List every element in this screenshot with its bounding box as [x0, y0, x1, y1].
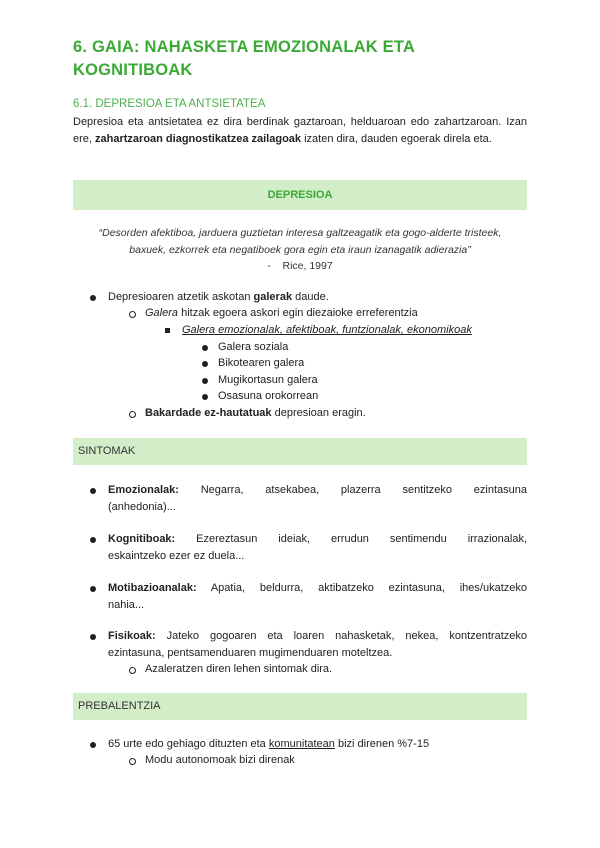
citation-dash: -	[267, 260, 271, 272]
line	[108, 482, 527, 499]
intro-bold: zahartzaroan diagnostikatzea zailagoak	[95, 132, 302, 145]
symptom-text-cont: (anhedonia)...	[108, 500, 176, 513]
circle-bullet-icon	[129, 411, 136, 418]
line	[108, 531, 527, 548]
list-item	[108, 580, 527, 613]
symptom-text: Negarra, atsekabea, plazerra sentitzeko ezintasuna	[178, 484, 527, 496]
list-item	[145, 305, 418, 322]
banner-sintomak: SINTOMAK	[73, 438, 527, 465]
bullet-icon	[202, 378, 208, 384]
list-item: Galera emozionalak, afektiboak, funtzionalak, ekonomikoak	[182, 324, 472, 336]
list-item: Bikotearen galera	[218, 357, 305, 369]
line	[108, 580, 527, 597]
list-item: Modu autonomoak bizi direnak	[145, 754, 295, 766]
item-text: 65 urte edo gehiago dituzten eta	[108, 738, 266, 750]
banner-depresioa: DEPRESIOA	[73, 180, 527, 210]
quote-line-2: baxuek, ezkorrek eta negatiboek gora egin eta iraun izanagatik adierazia”	[129, 243, 471, 256]
list-item: Osasuna orokorrean	[218, 390, 319, 402]
symptom-label: Kognitiboak:	[108, 533, 176, 545]
list-item	[108, 289, 329, 306]
bullet-icon	[202, 361, 208, 367]
bullet-icon	[90, 488, 96, 494]
bullet-icon	[90, 742, 96, 748]
symptom-text: Apatia, beldurra, aktibatzeko ezintasuna, ihes/ukatzeko	[196, 582, 527, 594]
symptom-text: Jateko gogoaren eta loaren nahasketak, nekea, kontzentratzeko	[155, 630, 527, 642]
symptom-text: Ezereztasun ideiak, errudun sentimendu irrazionalak,	[175, 533, 527, 545]
circle-bullet-icon	[129, 758, 136, 765]
symptom-label: Emozionalak:	[108, 484, 179, 496]
item-bold: galerak	[253, 291, 293, 303]
list-item	[108, 628, 527, 661]
item-italic: Galera	[145, 307, 179, 319]
item-text: depresioan eragin.	[271, 407, 366, 419]
item-text: Depresioaren atzetik askotan	[108, 291, 254, 303]
quote-line-1: “Desorden afektiboa, jarduera guztietan interesa galtzeagatik eta gogo-alderte tristeek,	[98, 227, 502, 239]
list-item	[108, 482, 527, 515]
bullet-icon	[90, 537, 96, 543]
item-underlined: komunitatean	[268, 738, 335, 750]
bullet-icon	[90, 634, 96, 640]
symptom-label: Fisikoak:	[108, 630, 156, 642]
symptom-text-cont: nahia...	[108, 598, 145, 611]
list-item	[108, 736, 429, 753]
symptom-text-cont: ezintasuna, pentsamenduaren mugimenduaren moteltzea.	[108, 646, 393, 659]
section-heading: 6.1. DEPRESIOA ETA ANTSIETATEA	[73, 98, 266, 110]
bullet-icon	[202, 345, 208, 351]
bullet-icon	[202, 394, 208, 400]
line	[108, 628, 527, 645]
quote-citation	[73, 258, 527, 275]
list-item: Mugikortasun galera	[218, 374, 318, 386]
banner-prebalentzia: PREBALENTZIA	[73, 693, 527, 720]
symptom-text-cont: eskaintzeko ezer ez duela...	[108, 549, 245, 562]
list-item: Azaleratzen diren lehen sintomak dira.	[145, 663, 333, 675]
intro-paragraph	[73, 114, 527, 147]
list-item: Galera soziala	[218, 341, 289, 353]
citation-author: Rice, 1997	[282, 260, 333, 272]
item-text: hitzak egoera askori egin diezaioke erreferentzia	[178, 307, 418, 319]
intro-text-end: izaten dira, dauden egoerak direla eta.	[301, 132, 492, 145]
bullet-icon	[90, 586, 96, 592]
list-item	[108, 531, 527, 564]
square-bullet-icon	[165, 328, 170, 333]
page-title: 6. GAIA: NAHASKETA EMOZIONALAK ETA KOGNITIBOAK	[73, 38, 415, 79]
symptom-label: Motibazioanalak:	[108, 582, 197, 594]
item-bold: Bakardade ez-hautatuak	[145, 407, 272, 419]
bullet-icon	[90, 295, 96, 301]
item-text-end: bizi direnen %7-15	[334, 738, 430, 750]
circle-bullet-icon	[129, 667, 136, 674]
intro-text: Depresioa eta antsietatea ez dira berdinak gaztaroan, helduaroan edo zahartzaroan. Izan ere,	[73, 116, 527, 145]
item-text-end: daude.	[292, 291, 329, 303]
circle-bullet-icon	[129, 311, 136, 318]
list-item	[145, 405, 366, 422]
quote-block	[73, 225, 527, 275]
